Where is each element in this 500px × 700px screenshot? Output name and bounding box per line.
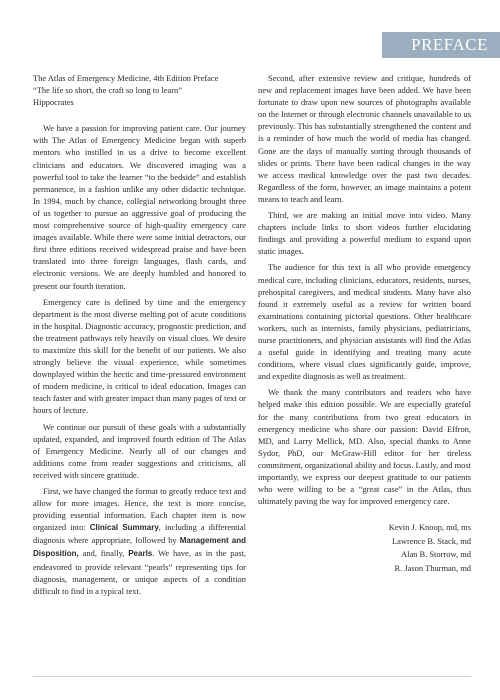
paragraph: The audience for this text is all who provide emergency medical care, including clinicians, educators, residents, nurses, prehospital caregivers, and medical students. Many have also found it extremely useful as a review for written board examinations containing pictorial questions. Other healthcare workers, such as internists, family physicians, pediatricians, nurse practitioners, and physician assistants will find the Atlas a useful guide in identifying and treating many acute conditions, where visual clues significantly guide, improve, and expedite diagnosis as well as treatment. xyxy=(258,262,471,382)
paragraph: Emergency care is defined by time and the emergency department is the most diverse melting pot of acute conditions in the hospital. Diagnostic accuracy, prognostic prediction, and the treatment pathways rely heavily on visual clues. We desire to maximize this skill for the benefit of our patients. We also strongly believe the visual experience, while sometimes downplayed within the hectic and time-pressured environment of modern medicine, is critical to ideal education. Images can teach faster and with greater impact than many pages of text or hours of lecture. xyxy=(33,296,246,416)
section-title: PREFACE xyxy=(411,35,488,54)
text-run: . We have, as in the past, endeavored to provide relevant “pearls” representing tips for diagnosis, management, or unique aspects of a condition difficult to find in a typical text. xyxy=(33,548,246,596)
paragraph-format xyxy=(33,485,246,597)
preface-heading xyxy=(33,72,246,108)
book-title-line: The Atlas of Emergency Medicine, 4th Edition Preface xyxy=(33,73,219,83)
section-header-band xyxy=(382,32,500,58)
epigraph-quote: “The life so short, the craft so long to learn” xyxy=(33,85,183,96)
paragraph: We have a passion for improving patient care. Our journey with The Atlas of Emergency Medicine began with superb mentors who instilled in us a drive to become excellent clinicians and educators. We discovered imaging was a powerful tool to take the learner “to the bedside” and establish permanence, in a fashion unlike any other didactic technique. In 1994, much by chance, collegial networking brought three of us together to pursue an aggressive goal of producing the most comprehensive source of high-quality emergency care images available. While there were some initial detractors, our first three editions received widespread praise and have been translated into three foreign languages, flash cards, and electronic versions. We are deeply humbled and honored to present our fourth iteration. xyxy=(33,123,246,291)
text-run: and, finally, xyxy=(78,548,129,559)
bold-term-pearls: Pearls xyxy=(128,549,153,559)
epigraph-author: Hippocrates xyxy=(33,97,74,108)
text-run: First, we have changed the format to greatly reduce text and allow for more images. Hence, the text is more concise, providing essential information. Each chapter item is now organized into: xyxy=(33,486,246,533)
bold-term-clinical-summary: Clinical Summary xyxy=(89,523,159,533)
right-text-column xyxy=(258,72,471,575)
text-run: , including a differential diagnosis where appropriate, followed by xyxy=(33,522,246,546)
paragraph: We continue our pursuit of these goals with a substantially updated, expanded, and improved fourth edition of The Atlas of Emergency Medicine. Nearly all of our changes and additions come from reader suggestions and criticisms, all received with sincere gratitude. xyxy=(33,421,246,480)
left-text-column xyxy=(33,72,246,601)
paragraph: Second, after extensive review and critique, hundreds of new and replacement images have been added. We have been fortunate to draw upon new sources of photographs available on the Internet or through electronic channels unavailable to us previously. This has substantially strengthened the content and is a reminder of how much the world of media has changed. Gone are the days of manually sorting through thousands of slides or prints. There have been radical changes in the way we access medical knowledge over the past two decades. Regardless of the form, however, an image maintains a potent means to teach and learn. xyxy=(258,73,471,204)
author-name: Kevin J. Knoop, md, ms xyxy=(388,522,471,533)
bottom-divider xyxy=(33,676,471,677)
author-name: R. Jason Thurman, md xyxy=(394,562,471,573)
bold-term-management: Management and Disposition, xyxy=(33,536,247,559)
author-signatures xyxy=(258,521,471,575)
author-name: Alan B. Storrow, md xyxy=(401,549,471,560)
paragraph: Third, we are making an initial move into video. Many chapters include links to short videos further elucidating findings and providing a powerful medium to expand upon static images. xyxy=(258,210,471,257)
author-name: Lawrence B. Stack, md xyxy=(392,535,471,546)
paragraph: We thank the many contributors and readers who have helped make this edition possible. We are especially grateful for the many contributions from two great educators in emergency medicine who share our passion: David Effron, MD, and Larry Mellick, MD. Also, special thanks to Anne Sydor, PhD, our McGraw-Hill editor for her tireless commitment, organizational ability and focus. Lastly, and most importantly, we express our deepest gratitude to our patients who were willing to be a “great case” in the Atlas, thus ultimately paving the way for improved emergency care. xyxy=(258,387,472,507)
